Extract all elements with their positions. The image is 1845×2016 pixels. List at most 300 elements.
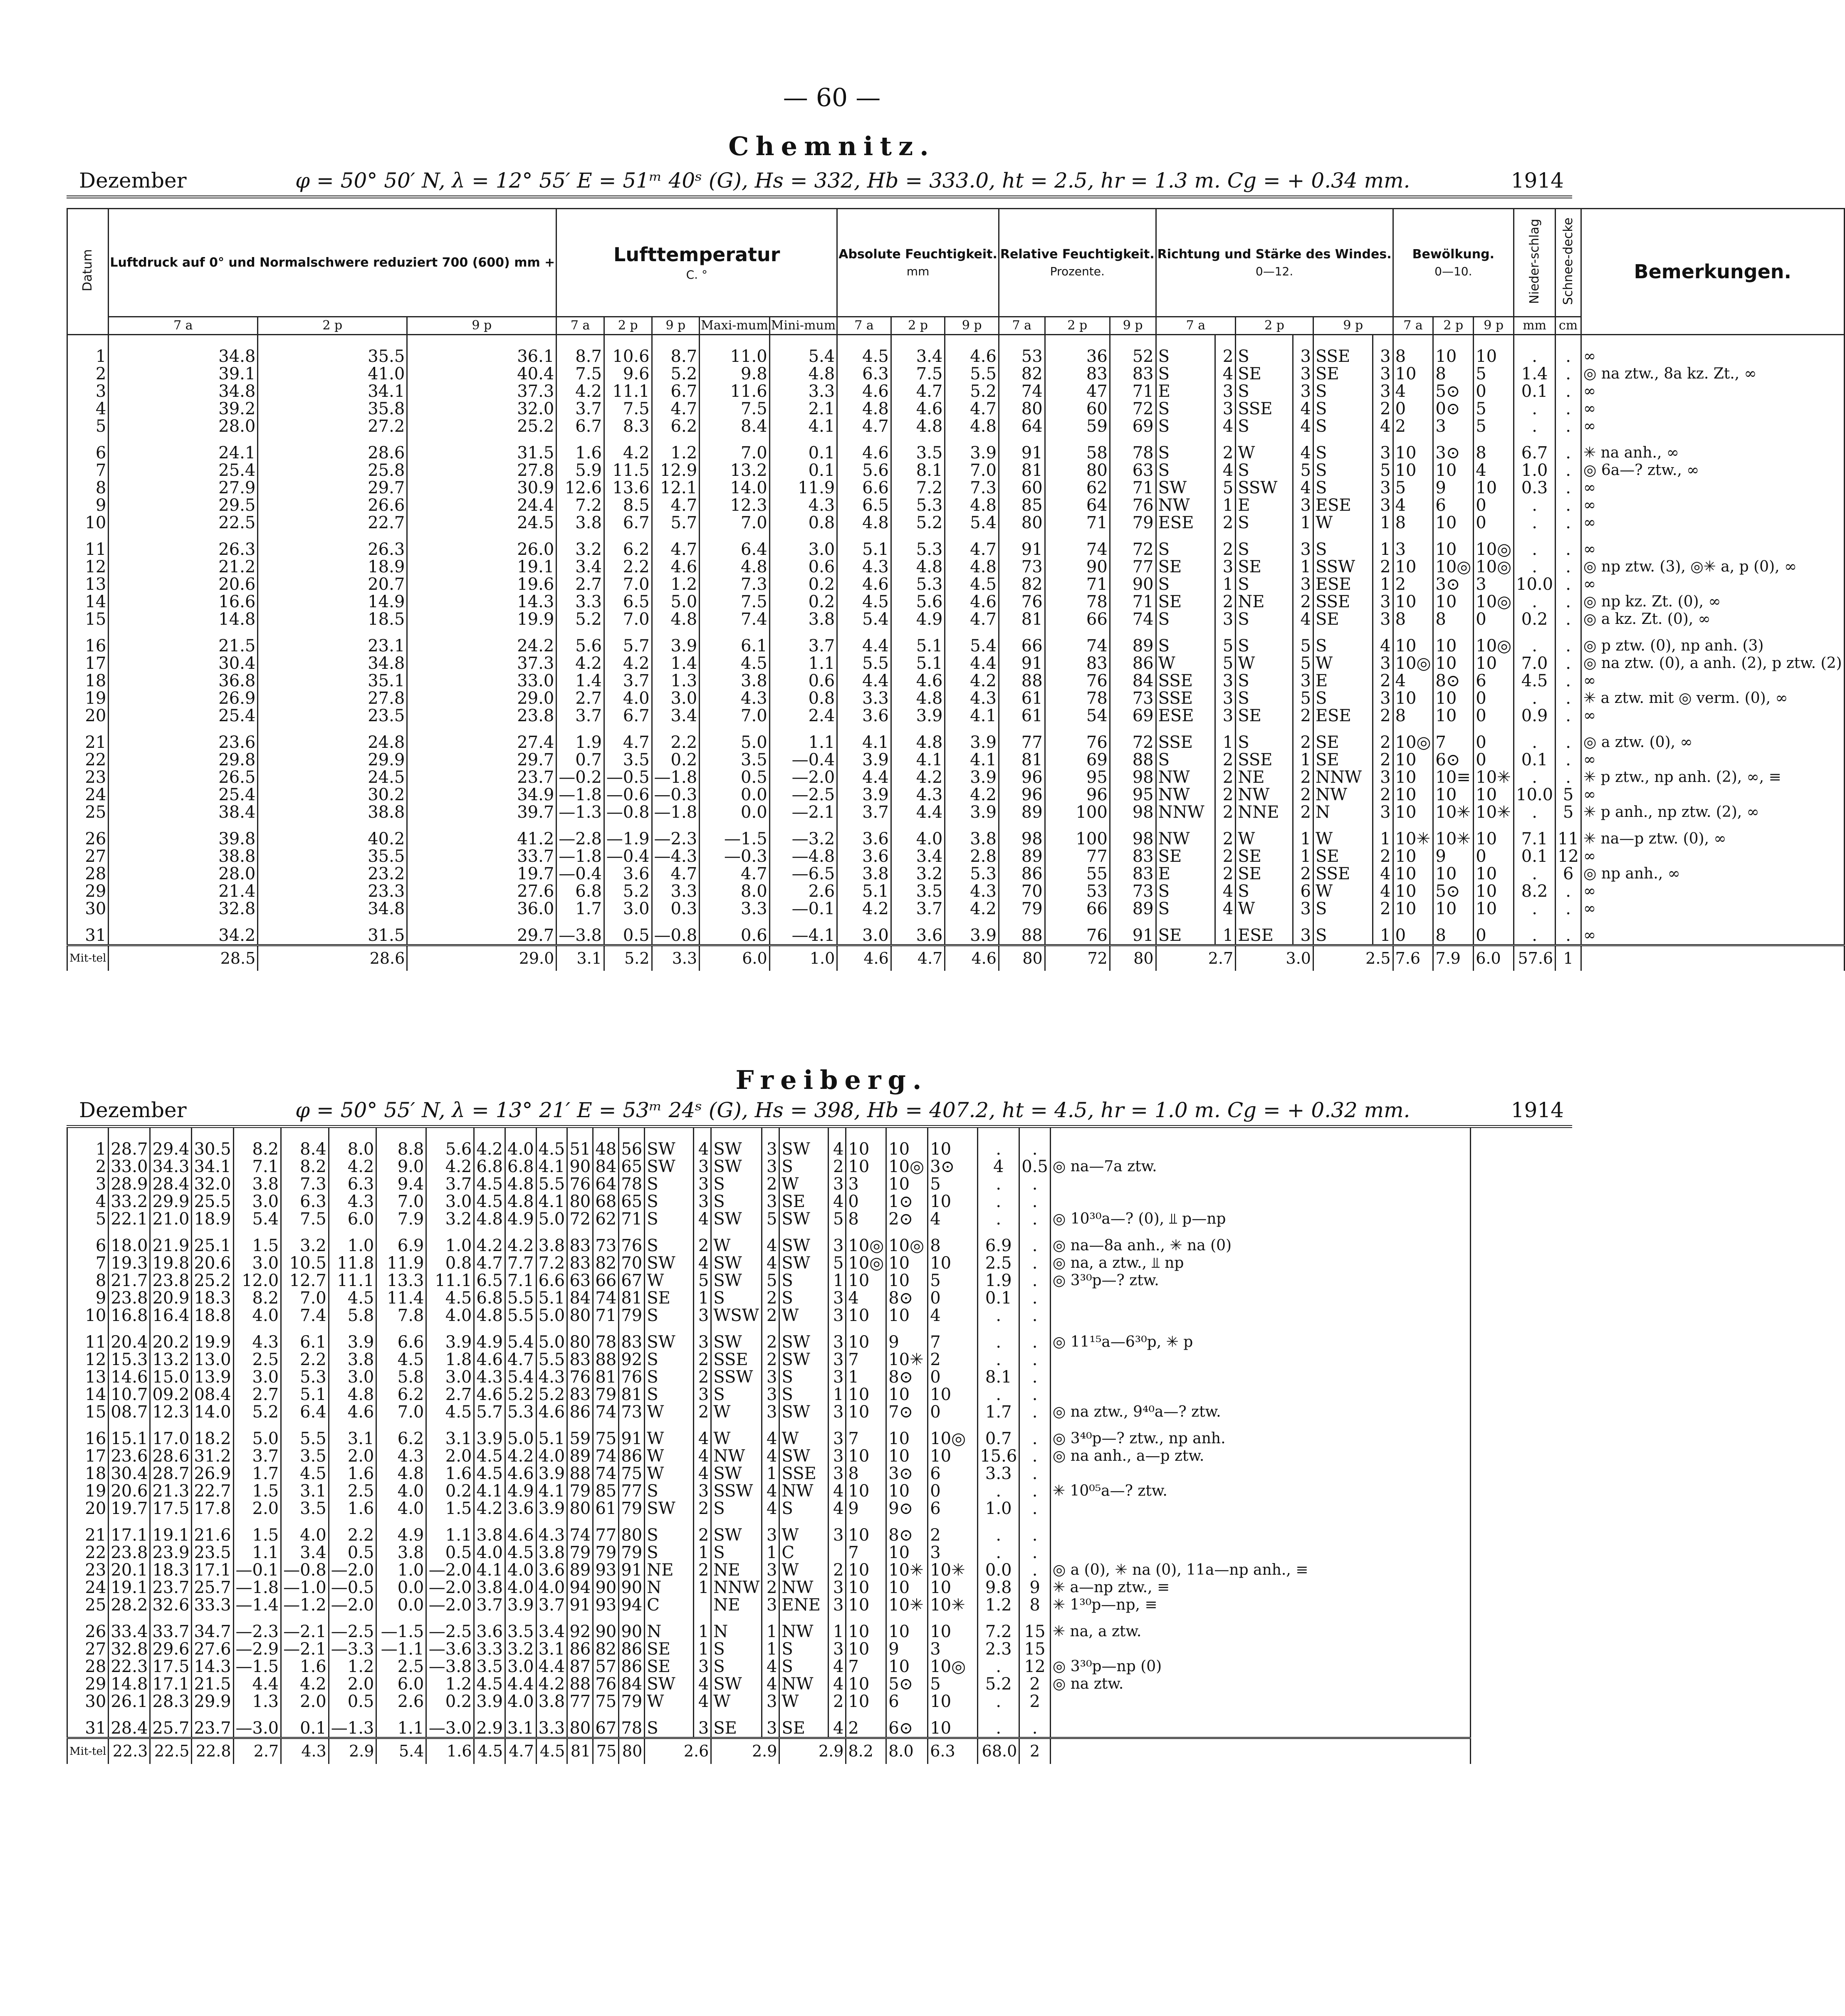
table-cell: . [1019, 1517, 1051, 1544]
table-cell: 5.0 [652, 593, 700, 611]
table-cell: —0.8 [604, 804, 652, 821]
table-cell: 3.3 [652, 883, 700, 900]
table-cell: 1.5 [426, 1500, 474, 1517]
table-row [67, 865, 1845, 883]
table-cell: 34.8 [258, 900, 407, 918]
table-cell: 3.5 [281, 1500, 329, 1517]
table-cell: 19.9 [192, 1324, 233, 1351]
table-cell: 35.1 [258, 672, 407, 690]
mittel-cell: 72 [1045, 945, 1110, 971]
table-cell: 24.1 [109, 435, 258, 462]
table-cell: 5.4 [233, 1210, 281, 1228]
table-cell: 36 [1045, 334, 1110, 365]
table-cell: 3 [762, 1193, 779, 1210]
table-cell: 3.4 [281, 1544, 329, 1561]
table-cell: 61 [999, 690, 1045, 707]
sub-header-relfeucht-0: 7 a [999, 317, 1045, 335]
table-cell: 7.1 [505, 1272, 537, 1289]
table-cell: 11 [67, 1324, 109, 1351]
table-cell: S [1236, 576, 1293, 593]
table-cell: 10 [1433, 334, 1474, 365]
table-cell: 14.3 [407, 593, 556, 611]
table-cell: 4.1 [536, 1158, 567, 1175]
table-cell: 4.8 [837, 400, 891, 418]
table-cell: 82 [593, 1640, 619, 1658]
table-cell: ✳ p ztw., np anh. (2), ∞, ≡ [1581, 769, 1845, 786]
table-cell: 5.0 [536, 1210, 567, 1228]
table-cell: SW [779, 1351, 829, 1368]
table-cell: SW [711, 1128, 762, 1158]
table-cell: 23.7 [150, 1579, 192, 1596]
table-cell: —3.8 [426, 1658, 474, 1675]
table-cell: 47 [1045, 383, 1110, 400]
table-cell: . [1019, 1128, 1051, 1158]
table-cell: S [1313, 918, 1373, 945]
table-cell: 23.9 [150, 1544, 192, 1561]
table-cell: 18 [67, 672, 109, 690]
table-cell: 30.2 [258, 786, 407, 804]
sub-header-pressure-2: 9 p [407, 317, 556, 335]
table-cell: 4.2 [329, 1158, 376, 1175]
table-cell: 62 [1045, 479, 1110, 497]
table-cell: 27.4 [407, 725, 556, 751]
table-cell: SSE [1156, 725, 1215, 751]
col-header-absolute-feuchtigkeit-unit: mm [906, 264, 930, 278]
table-cell: 0.6 [700, 918, 769, 945]
table-cell: 95 [1110, 786, 1156, 804]
table-cell: 5 [762, 1210, 779, 1228]
table-cell: 86 [567, 1640, 593, 1658]
table-cell: 12.6 [556, 479, 604, 497]
table-cell: 3 [1373, 690, 1393, 707]
table-cell: 3 [762, 1368, 779, 1386]
table-cell: 4.9 [505, 1210, 537, 1228]
table-row [67, 497, 1845, 514]
table-cell: 10.5 [281, 1254, 329, 1272]
table-row [67, 1658, 1471, 1675]
table-cell: 19.1 [109, 1579, 150, 1596]
table-cell: 27.6 [192, 1640, 233, 1658]
table-cell: NW [1236, 786, 1293, 804]
table-cell: S [1156, 418, 1215, 435]
table-cell: 4.1 [769, 418, 837, 435]
table-cell: 10✳ [928, 1596, 978, 1614]
table-cell: 30.4 [109, 1465, 150, 1482]
table-cell: 10 [1474, 821, 1514, 848]
table-cell: 4 [1373, 628, 1393, 655]
table-cell: . [1514, 725, 1556, 751]
table-cell: S [645, 1351, 694, 1368]
table-cell: 9 [886, 1640, 928, 1658]
table-cell: 4 [1474, 462, 1514, 479]
table-cell: 5.1 [891, 628, 945, 655]
table-cell: 18.8 [192, 1307, 233, 1324]
table-cell: 6.7 [652, 383, 700, 400]
mittel-cloud-cell: 6.3 [928, 1738, 978, 1764]
table-cell: 38.4 [109, 804, 258, 821]
table-cell: 16 [67, 1421, 109, 1447]
table-cell: 5.2 [536, 1386, 567, 1403]
table-cell: S [1156, 532, 1215, 558]
table-cell: 8.2 [233, 1289, 281, 1307]
table-cell: S [645, 1544, 694, 1561]
table-cell: 24 [67, 1579, 109, 1596]
table-cell: . [1019, 1403, 1051, 1421]
table-cell: 8 [1433, 918, 1474, 945]
table-cell: 31.2 [192, 1447, 233, 1465]
table-cell: 2 [762, 1579, 779, 1596]
table-cell: 5 [928, 1175, 978, 1193]
table-row [67, 611, 1845, 628]
table-cell: 89 [999, 804, 1045, 821]
table-cell: 10 [1393, 769, 1433, 786]
table-cell: 2.6 [769, 883, 837, 900]
table-cell: 4.5 [281, 1465, 329, 1482]
table-cell: NW [779, 1482, 829, 1500]
table-cell [1050, 1693, 1470, 1710]
table-cell: 5 [1215, 655, 1236, 672]
table-cell: 7.3 [700, 576, 769, 593]
table-cell: 28.0 [109, 865, 258, 883]
table-cell: 4.7 [700, 865, 769, 883]
table-cell: SW [711, 1158, 762, 1175]
table-cell: . [1556, 769, 1581, 786]
table-cell: 22 [67, 751, 109, 769]
table-cell: 34.3 [150, 1158, 192, 1175]
table-cell: 89 [1110, 628, 1156, 655]
table-row [67, 848, 1845, 865]
table-cell: 10 [1393, 365, 1433, 383]
table-cell: 78 [619, 1710, 645, 1738]
table-cell: 6.5 [837, 497, 891, 514]
year-label: 1914 [1511, 168, 1564, 193]
table-row [67, 1640, 1471, 1658]
table-cell: 67 [593, 1710, 619, 1738]
table-cell: 7.8 [376, 1307, 426, 1324]
table-cell: 3.6 [604, 865, 652, 883]
table-cell: 4 [694, 1465, 711, 1482]
table-cell: . [1556, 479, 1581, 497]
table-cell: —2.1 [281, 1640, 329, 1658]
table-cell: 4 [1393, 497, 1433, 514]
table-cell: W [779, 1175, 829, 1193]
table-cell: 26.5 [109, 769, 258, 786]
table-cell: 4.5 [474, 1175, 505, 1193]
table-cell: 10 [1433, 786, 1474, 804]
table-cell: ◎ na—7a ztw. [1050, 1158, 1470, 1175]
table-cell: 4.8 [945, 558, 999, 576]
table-cell: 3 [694, 1193, 711, 1210]
table-cell: W [645, 1465, 694, 1482]
table-cell: 7.5 [891, 365, 945, 383]
table-cell: 75 [619, 1465, 645, 1482]
table-cell: 29.9 [150, 1193, 192, 1210]
table-cell: 0.6 [769, 672, 837, 690]
table-cell: 30 [67, 1693, 109, 1710]
table-cell: 6 [928, 1500, 978, 1517]
table-cell: 4.5 [837, 334, 891, 365]
table-cell: 3 [1293, 672, 1313, 690]
table-cell: 2.2 [652, 725, 700, 751]
table-cell: —1.9 [604, 821, 652, 848]
table-cell: 3.2 [281, 1228, 329, 1254]
table-cell: 0.1 [1514, 751, 1556, 769]
table-cell: 24.8 [258, 725, 407, 751]
table-row [67, 558, 1845, 576]
table-cell: 34.2 [109, 918, 258, 945]
table-cell: 4.6 [945, 593, 999, 611]
table-cell: 0 [1474, 725, 1514, 751]
col-header-lufttemperatur-unit: C. ° [686, 267, 707, 282]
table-cell: 20.4 [109, 1324, 150, 1351]
table-cell: 86 [619, 1640, 645, 1658]
table-cell: S [645, 1386, 694, 1403]
table-cell: 3.7 [536, 1596, 567, 1614]
table-cell: 0.6 [769, 558, 837, 576]
table-row [67, 1158, 1471, 1175]
mittel-cell: 80 [999, 945, 1045, 971]
table-cell: 0.0 [376, 1596, 426, 1614]
station-header-chemnitz [79, 168, 1564, 198]
table-cell: 4.9 [376, 1517, 426, 1544]
table-cell: 2.8 [945, 848, 999, 865]
table-cell: 84 [1110, 672, 1156, 690]
table-cell: 3.4 [536, 1614, 567, 1640]
table-cell: 10◎ [846, 1254, 886, 1272]
table-cell: 7.2 [536, 1254, 567, 1272]
table-cell: 4.7 [652, 497, 700, 514]
table-cell: 19.1 [150, 1517, 192, 1544]
table-cell: 1 [67, 1128, 109, 1158]
table-cell: 24.5 [407, 514, 556, 532]
table-row [67, 593, 1845, 611]
table-cell: 4.8 [474, 1307, 505, 1324]
table-cell: 76 [999, 593, 1045, 611]
table-cell: 4 [694, 1693, 711, 1710]
table-cell: ◎ np anh., ∞ [1581, 865, 1845, 883]
table-cell: 4 [67, 400, 109, 418]
table-cell: 7.1 [1514, 821, 1556, 848]
table-cell: 25.2 [407, 418, 556, 435]
table-row [67, 918, 1845, 945]
table-cell: 11 [67, 532, 109, 558]
table-cell: 25 [67, 1596, 109, 1614]
table-cell: 2 [1373, 707, 1393, 725]
table-cell: 34.8 [258, 655, 407, 672]
table-cell: 5 [1474, 400, 1514, 418]
mittel-cell: 22.3 [109, 1738, 150, 1764]
table-cell: 2.5 [376, 1658, 426, 1675]
table-cell: S [1156, 334, 1215, 365]
table-cell: 3 [1373, 497, 1393, 514]
table-cell: W [1313, 883, 1373, 900]
table-cell: 4.3 [891, 786, 945, 804]
table-cell: 10 [1393, 690, 1433, 707]
table-cell: ∞ [1581, 383, 1845, 400]
table-cell: 77 [567, 1693, 593, 1710]
table-cell: S [1156, 751, 1215, 769]
table-cell: 10≡ [1433, 769, 1474, 786]
table-cell: 4 [1293, 418, 1313, 435]
table-cell: 28.6 [258, 435, 407, 462]
table-cell: 3 [829, 1228, 846, 1254]
table-cell: 3.1 [426, 1421, 474, 1447]
table-cell: 1 [829, 1272, 846, 1289]
table-cell: S [1236, 883, 1293, 900]
table-cell: 3.9 [329, 1324, 376, 1351]
table-cell: 0.7 [978, 1421, 1019, 1447]
table-cell: 5.4 [945, 628, 999, 655]
table-cell: 0.1 [769, 462, 837, 479]
table-cell: 71 [1110, 479, 1156, 497]
table-cell: 1.8 [426, 1351, 474, 1368]
table-cell: 5.5 [536, 1351, 567, 1368]
table-cell: 84 [567, 1289, 593, 1307]
table-cell: 65 [619, 1158, 645, 1175]
table-cell: 3 [1293, 532, 1313, 558]
table-cell: —6.5 [769, 865, 837, 883]
table-cell: 1.2 [329, 1658, 376, 1675]
table-row [67, 690, 1845, 707]
table-cell: ✳ na, a ztw. [1050, 1614, 1470, 1640]
table-cell: 15.0 [150, 1368, 192, 1386]
table-cell: 19.3 [109, 1254, 150, 1272]
table-cell: 1.4 [556, 672, 604, 690]
table-cell: 3 [762, 1693, 779, 1710]
table-cell: 6 [67, 435, 109, 462]
table-row [67, 821, 1845, 848]
table-cell: 70 [619, 1254, 645, 1272]
table-cell: 5 [1293, 655, 1313, 672]
table-cell: 0.5 [700, 769, 769, 786]
table-cell: 3.6 [837, 848, 891, 865]
table-cell: 4.8 [891, 690, 945, 707]
table-cell: W [711, 1421, 762, 1447]
table-cell: 3.5 [281, 1447, 329, 1465]
table-cell: 10 [1393, 804, 1433, 821]
table-cell: 4.2 [891, 769, 945, 786]
table-cell: 3 [1293, 497, 1313, 514]
table-cell: E [1156, 865, 1215, 883]
table-cell: . [1019, 1307, 1051, 1324]
table-cell: 81 [999, 751, 1045, 769]
table-cell: 2.2 [281, 1351, 329, 1368]
table-cell: 16.8 [109, 1307, 150, 1324]
table-cell: 5.3 [891, 532, 945, 558]
table-cell: W [779, 1307, 829, 1324]
table-cell: 2.7 [426, 1386, 474, 1403]
table-cell: 0.2 [769, 576, 837, 593]
mittel-cloud-cell: 7.6 [1393, 945, 1433, 971]
table-cell: S [711, 1658, 762, 1675]
table-cell: 69 [1110, 418, 1156, 435]
table-cell: 86 [567, 1403, 593, 1421]
table-cell: . [1514, 690, 1556, 707]
sub-header-cloud-1: 2 p [1433, 317, 1474, 335]
table-cell: 76 [1110, 497, 1156, 514]
table-cell: 4.2 [474, 1500, 505, 1517]
table-cell: 2.7 [556, 576, 604, 593]
table-cell: 3.7 [769, 628, 837, 655]
table-cell: 3.8 [769, 611, 837, 628]
table-cell: ∞ [1581, 751, 1845, 769]
table-cell: 4.8 [505, 1193, 537, 1210]
table-cell: 10✳ [886, 1351, 928, 1368]
table-cell: 8.2 [233, 1128, 281, 1158]
table-cell: 29.0 [407, 690, 556, 707]
table-cell: S [1156, 611, 1215, 628]
table-cell: 86 [619, 1658, 645, 1675]
table-cell: 10 [846, 1403, 886, 1421]
table-cell: 28.4 [109, 1710, 150, 1738]
table-cell: 7.5 [700, 400, 769, 418]
table-cell: 3.0 [233, 1254, 281, 1272]
table-row [67, 628, 1845, 655]
table-cell: 66 [1045, 900, 1110, 918]
weather-table-freiberg [67, 1128, 1471, 1764]
table-cell: 3.4 [891, 334, 945, 365]
table-cell: ∞ [1581, 400, 1845, 418]
table-cell: —0.5 [604, 769, 652, 786]
sub-header-relfeucht-2: 9 p [1110, 317, 1156, 335]
table-cell: —1.8 [652, 804, 700, 821]
table-cell: 4.2 [604, 435, 652, 462]
table-cell: 4.0 [505, 1128, 537, 1158]
mittel-cell: 28.6 [258, 945, 407, 971]
table-cell: —1.4 [233, 1596, 281, 1614]
table-cell: . [1556, 725, 1581, 751]
table-cell: 30.9 [407, 479, 556, 497]
table-cell: 19.7 [407, 865, 556, 883]
mittel-wind-cell: 3.0 [1236, 945, 1313, 971]
table-cell: —0.5 [329, 1579, 376, 1596]
table-cell: 29.7 [407, 751, 556, 769]
table-cell: 12 [1556, 848, 1581, 865]
table-cell: 6.6 [376, 1324, 426, 1351]
table-cell: 26 [67, 821, 109, 848]
table-cell: W [1236, 900, 1293, 918]
col-header-bemerkungen [1581, 209, 1845, 335]
table-cell: W [779, 1517, 829, 1544]
table-cell: —1.8 [556, 848, 604, 865]
table-cell: 5.1 [837, 883, 891, 900]
table-row [67, 725, 1845, 751]
table-cell: 2.5 [233, 1351, 281, 1368]
table-cell: 0.2 [426, 1482, 474, 1500]
table-cell: 10 [1474, 786, 1514, 804]
mittel-remarks [1581, 945, 1845, 971]
table-cell: 4.1 [945, 751, 999, 769]
table-cell: 25.4 [109, 786, 258, 804]
table-row [67, 1596, 1471, 1614]
table-cell: 3 [1373, 655, 1393, 672]
table-cell: —2.5 [426, 1614, 474, 1640]
table-cell: 0 [1474, 848, 1514, 865]
table-cell: 4.0 [376, 1500, 426, 1517]
table-cell: 2 [67, 1158, 109, 1175]
table-cell: SW [711, 1210, 762, 1228]
table-cell: W [779, 1421, 829, 1447]
table-cell: 3.4 [556, 558, 604, 576]
table-cell: 3 [762, 1517, 779, 1544]
table-cell: —0.8 [281, 1561, 329, 1579]
table-cell: 1 [1373, 514, 1393, 532]
table-cell: NW [1156, 786, 1215, 804]
table-cell: 10 [928, 1710, 978, 1738]
table-cell: 3.3 [556, 593, 604, 611]
table-cell: 4.3 [536, 1517, 567, 1544]
table-cell: 10◎ [886, 1158, 928, 1175]
